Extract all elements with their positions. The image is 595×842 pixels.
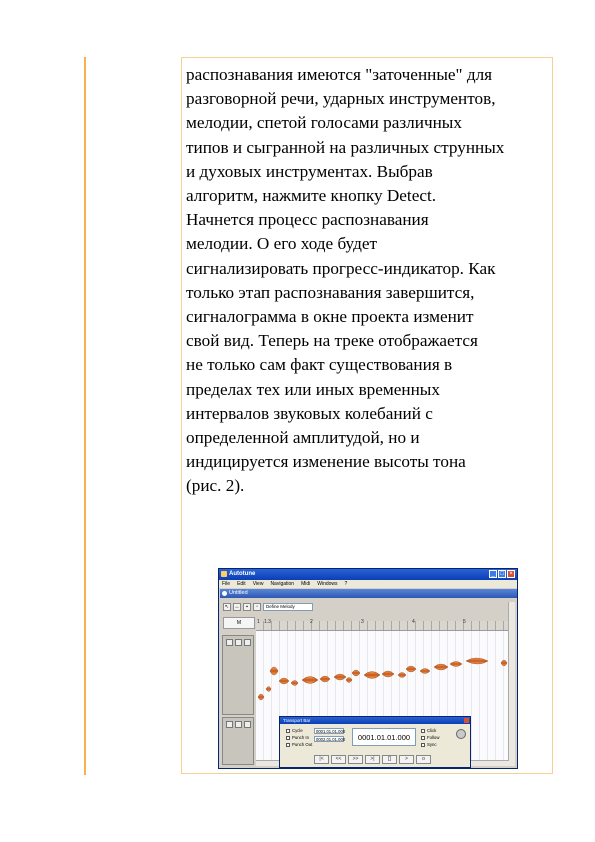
transport-bar-window [279, 716, 471, 768]
track-control-panel-lower [222, 717, 254, 765]
fast-forward-button[interactable]: >> [348, 755, 363, 764]
text-line: типов и сыгранной на различных струнных [186, 137, 505, 157]
note-blob [270, 667, 278, 675]
text-line: сигнализировать прогресс-индикатор. Как [186, 258, 496, 278]
ruler-label: 4 [412, 619, 415, 625]
close-icon[interactable]: × [507, 570, 515, 578]
text-line: пределах тех или иных временных [186, 379, 440, 399]
click-label: Click [427, 728, 437, 733]
click-checkbox[interactable] [421, 728, 436, 734]
solo-button[interactable] [235, 721, 242, 728]
note-blob [266, 687, 271, 692]
print-tool-icon[interactable]: ▫ [253, 603, 261, 611]
ruler-label: 5 [463, 619, 466, 625]
note-blob [406, 666, 416, 672]
text-line: распознавания имеются "заточенные" для [186, 65, 493, 84]
algorithm-select[interactable]: Define Melody [263, 603, 313, 611]
text-line: определенной амплитудой, но и [186, 428, 420, 448]
software-screenshot-figure [218, 568, 518, 769]
stop-button[interactable]: [] [382, 755, 397, 764]
transport-buttons [314, 755, 431, 764]
note-blob [364, 672, 380, 679]
punch-out-label: Punch Out [292, 742, 313, 747]
project-toolbar [223, 602, 313, 611]
solo-button[interactable] [235, 639, 242, 646]
ruler-label: 1 [257, 619, 260, 625]
project-title: Untitled [229, 590, 248, 596]
text-line: (рис. 2). [186, 476, 245, 496]
project-titlebar [220, 589, 517, 598]
track-mode-button[interactable]: M [223, 617, 255, 629]
ruler-label: 1.3 [264, 619, 271, 625]
note-blob [346, 678, 352, 683]
left-accent-rule [84, 57, 86, 775]
minimize-icon[interactable]: _ [489, 570, 497, 578]
follow-checkbox[interactable] [421, 735, 439, 741]
range-tool-icon[interactable]: ↔ [234, 603, 240, 610]
pitch-notes [256, 631, 509, 711]
menu-file[interactable]: File [222, 581, 231, 587]
record-button[interactable]: o [416, 755, 431, 764]
text-line: мелодии, спетой голосами различных [186, 113, 462, 133]
text-line: мелодии. О его ходе будет [186, 234, 377, 254]
text-line: разговорной речи, ударных инструментов, [186, 89, 496, 109]
note-blob [420, 669, 430, 674]
position-counter: 0001.01.01.000 [352, 728, 416, 746]
note-blob [302, 677, 318, 684]
punch-in-label: Punch In [292, 735, 309, 740]
record-button[interactable] [244, 721, 251, 728]
close-icon[interactable] [464, 718, 469, 723]
transport-title: Transport Bar [280, 717, 470, 724]
track-control-panel [222, 635, 254, 715]
text-line: не только сам факт существования в [186, 355, 453, 375]
vertical-scrollbar[interactable] [508, 602, 515, 766]
play-button[interactable]: > [399, 755, 414, 764]
tempo-knob[interactable] [456, 729, 466, 739]
cycle-checkbox[interactable] [286, 728, 303, 734]
sync-checkbox[interactable] [421, 742, 437, 748]
menu-view[interactable]: View [252, 581, 264, 587]
sync-label: Sync [427, 742, 437, 747]
note-blob [450, 662, 462, 667]
follow-label: Follow [427, 735, 440, 740]
text-line: интервалов звуковых колебаний с [186, 403, 433, 423]
note-blob [398, 673, 406, 678]
note-blob [466, 658, 488, 664]
menu-edit[interactable]: Edit [237, 581, 246, 587]
time-ruler[interactable] [256, 621, 515, 631]
note-blob [291, 681, 298, 686]
body-paragraph [186, 63, 550, 499]
text-line: свой вид. Теперь на треке отображается [186, 331, 478, 351]
note-blob [258, 694, 264, 700]
right-locator-field[interactable]: 0002.01.01.000 [316, 737, 346, 742]
menu-midi[interactable]: Midi [301, 581, 311, 587]
mute-button[interactable] [226, 721, 233, 728]
punch-out-checkbox[interactable] [286, 742, 312, 748]
go-to-start-button[interactable]: |< [314, 755, 329, 764]
text-line: и духовых инструментах. Выбрав [186, 161, 433, 181]
menu-windows[interactable]: Windows [317, 581, 338, 587]
text-line: сигналограмма в окне проекта изменит [186, 307, 474, 327]
pointer-tool-icon[interactable]: ↖ [224, 603, 230, 610]
ruler-label: 2 [310, 619, 313, 625]
text-line: Начнется процесс распознавания [186, 210, 429, 230]
cycle-label: Cycle [292, 728, 303, 733]
ruler-label: 3 [361, 619, 364, 625]
window-titlebar [219, 569, 517, 580]
text-line: только этап распознавания завершится, [186, 282, 475, 302]
punch-in-checkbox[interactable] [286, 735, 309, 741]
mute-button[interactable] [226, 639, 233, 646]
note-blob [352, 670, 360, 676]
project-icon [222, 591, 227, 596]
save-tool-icon[interactable]: ▪ [243, 603, 251, 611]
menu-help[interactable]: ? [344, 581, 348, 587]
text-line: индицируется изменение высоты тона [186, 452, 466, 472]
note-blob [320, 676, 330, 682]
app-icon [221, 571, 227, 577]
rewind-button[interactable]: << [331, 755, 346, 764]
menu-bar [219, 580, 517, 588]
maximize-icon[interactable]: □ [498, 570, 506, 578]
record-button[interactable] [244, 639, 251, 646]
go-to-end-button[interactable]: >| [365, 755, 380, 764]
menu-navigation[interactable]: Navigation [270, 581, 295, 587]
note-blob [434, 664, 448, 670]
window-title: Autotune [229, 571, 256, 577]
note-blob [382, 671, 394, 677]
note-blob [279, 678, 289, 684]
text-line: алгоритм, нажмите кнопку Detect. [186, 186, 437, 206]
left-locator-field[interactable]: 0001.01.01.000 [316, 729, 346, 734]
note-blob [334, 674, 346, 680]
note-blob [501, 660, 507, 666]
